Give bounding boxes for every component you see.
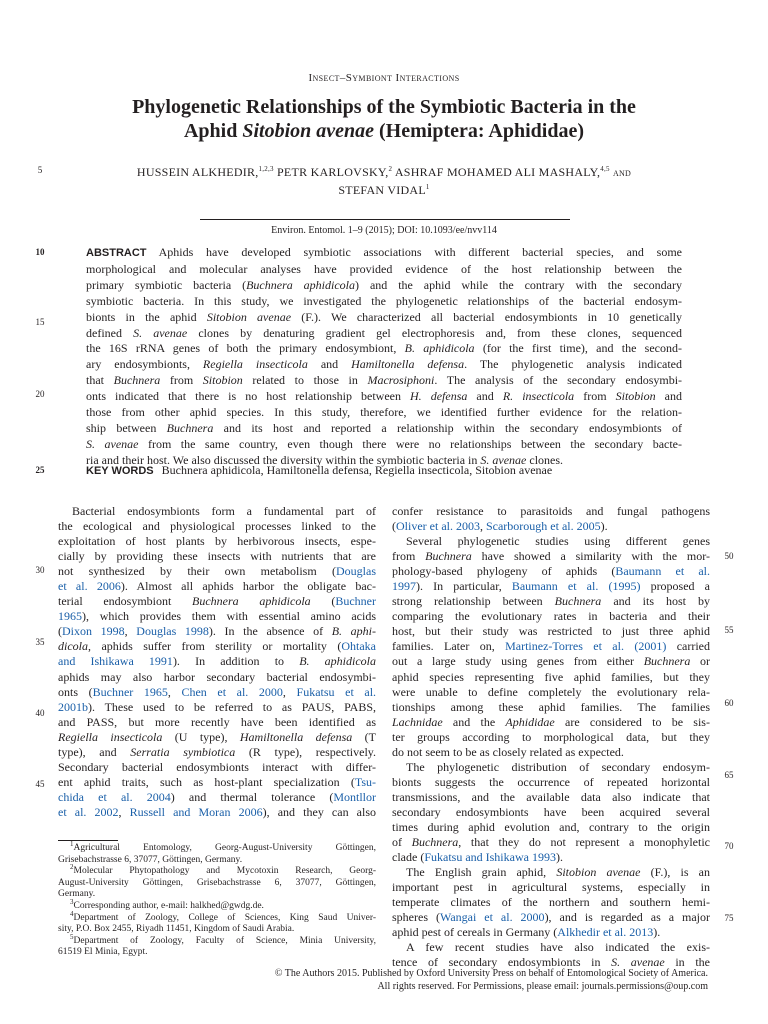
reference-link[interactable]: 1997: [392, 579, 416, 594]
copyright-notice: © The Authors 2015. Published by Oxford University Press on behalf of Entomological Society of America. All rights reserved. For Permissions, please email: journals.permissions@oup.com: [274, 968, 708, 992]
line-number: 50: [724, 551, 734, 561]
abstract-line: ary endosymbionts, Regiella insecticola and Hamiltonella defensa. The phylogenetic analysis indicated: [86, 357, 683, 372]
line-number: 60: [724, 698, 734, 708]
abstract-line: defined S. avenae clones by denaturing gradient gel electrophoresis and, from these clones, sequenced: [86, 325, 683, 340]
author-vidal: STEFAN VIDAL: [338, 183, 426, 197]
header-rule: [200, 219, 570, 220]
line-number: 70: [724, 841, 734, 851]
reference-link[interactable]: Scarborough et al. 2005: [485, 519, 601, 534]
body-column-left: Bacterial endosymbionts form a fundamental part of the ecological and physiological processes linked to the exploitation of host plants by herbivorous insects, espe- cially by providing these insects with nutrients that are not synthesized by their own metabolism (Douglas et al. 2006). Almost all aphids harbor the obligate bac- terial endosymbiont Buchnera aphidicola (Buchner 1965), which provides them with essential amino acids (Dixon 1998, Douglas 1998). In the absence of B. aphi- dicola, aphids suffer from sterility or mortality (Ohtaka and Ishikawa 1991). In addition to B. aphidicola aphids may also harbor secondary bacterial endosymbi- onts (Buchner 1965, Chen et al. 2000, Fukatsu et al. 2001b). These used to be referred to as PAUS, PABS, and PASS, but more recently have been identified as Regiella insecticola (U type), Hamiltonella defensa (T type), and Serratia symbiotica (R type), respectively. Secondary bacterial endosymbionts interact with differ- ent aphid traits, such as host-plant specialization (Tsu- chida et al. 2004) and thermal tolerance (Montllor et al. 2002, Russell and Moran 2006), and they can also: [58, 504, 377, 819]
abstract: [86, 245, 682, 469]
reference-link[interactable]: Fukatsu and Ishikawa 1993: [424, 850, 556, 865]
reference-link[interactable]: et al. 2006: [58, 579, 121, 594]
line-number: 5: [37, 165, 43, 175]
reference-link[interactable]: Martinez-Torres et al. (2001): [505, 639, 667, 654]
line-number: 25: [35, 465, 45, 475]
line-number: 75: [724, 913, 734, 923]
reference-link[interactable]: Wangai et al. 2000: [439, 910, 545, 925]
section-label: Insect–Symbiont Interactions: [308, 72, 460, 84]
abstract-line: ship between Buchnera and its host and reported a relationship within the secondary endosymbionts of: [86, 420, 683, 435]
title-line-1: Phylogenetic Relationships of the Symbiotic Bacteria in the: [132, 96, 636, 118]
author-line-2: STEFAN VIDAL$^1$: [338, 183, 430, 197]
footnotes: $^1$Agricultural Entomology, Georg-August-University Göttingen, Grisebachstrasse 6, 37077, Göttingen, Germany. $^2$Molecular Phytopathology and Mycotoxin Research, Georg- August-University Göttingen, Grisebachstrasse 6, 37077, Göttingen, Germany. $^3$Corresponding author, e-mail: halkhed@gwdg.de. $^4$Department of Zoology, College of Sciences, King Saud Univer- sity, P.O. Box 2455, Riyadh 11451, Kingdom of Saudi Arabia. $^5$Department of Zoology, Faculty of Science, Minia University, 61519 El Minia, Egypt.: [58, 839, 376, 958]
abstract-line: ABSTRACT Aphids have developed symbiotic associations with different bacterial species, and some: [86, 245, 683, 259]
abstract-line: that Buchnera from Sitobion related to those in Macrosiphoni. The analysis of the secondary endosymbi-: [86, 373, 683, 388]
reference-link[interactable]: chida et al. 2004: [58, 789, 171, 804]
key-words-list: Buchnera aphidicola, Hamiltonella defensa, Regiella insecticola, Sitobion avenae: [161, 463, 553, 477]
title-line-2: Aphid Sitobion avenae (Hemiptera: Aphididae): [183, 120, 585, 142]
reference-link[interactable]: Douglas: [336, 564, 376, 579]
reference-link[interactable]: Russell and Moran 2006: [129, 804, 263, 819]
reference-link[interactable]: Buchner 1965: [92, 684, 168, 699]
line-number: 20: [35, 389, 45, 399]
author-mashaly: ASHRAF MOHAMED ALI MASHALY,: [392, 165, 601, 179]
abstract-line: bionts in the aphid Sitobion avenae (F.). We characterized all bacterial endosymbionts in 10 genetically: [86, 309, 683, 324]
author-alkhedir: HUSSEIN ALKHEDIR,: [136, 165, 259, 179]
abstract-line: onts indicated that there is no host relationship between H. defensa and R. insecticola from Sitobion and: [86, 389, 682, 404]
reference-link[interactable]: and Ishikawa 1991: [58, 654, 173, 669]
reference-link[interactable]: Ohtaka: [341, 639, 376, 654]
abstract-line: morphological and molecular analyses have provided evidence of the host relationship between the: [86, 261, 682, 276]
line-number: 35: [35, 637, 45, 647]
abstract-heading: ABSTRACT: [86, 247, 147, 259]
reference-link[interactable]: Douglas 1998: [136, 624, 209, 639]
author-line-1: HUSSEIN ALKHEDIR,$^{1,2,3}$ PETR KARLOVSKY,$^2$ ASHRAF MOHAMED ALI MASHALY,$^{4,5}$ and: [136, 165, 632, 179]
line-number: 55: [724, 625, 734, 635]
reference-link[interactable]: 2001b: [58, 699, 88, 714]
line-number: 15: [35, 317, 45, 327]
author-karlovsky: PETR KARLOVSKY,: [273, 165, 389, 179]
reference-link[interactable]: Baumann et al.: [615, 564, 711, 579]
abstract-line: those from other aphid species. In this study, therefore, we identified further evidence for the relation-: [86, 405, 682, 420]
reference-link[interactable]: Alkhedir et al. 2013: [557, 925, 654, 940]
author-list: [60, 163, 708, 199]
line-number: 40: [35, 708, 45, 718]
reference-link[interactable]: Fukatsu et al.: [296, 684, 377, 699]
line-number: 65: [724, 770, 734, 780]
line-number: 30: [35, 565, 45, 575]
line-number: 45: [35, 779, 45, 789]
reference-link[interactable]: Montllor: [333, 789, 377, 804]
journal-citation: Environ. Entomol. 1–9 (2015); DOI: 10.1093/ee/nvv114: [271, 225, 497, 236]
key-words: [86, 463, 682, 478]
reference-link[interactable]: Dixon 1998: [62, 624, 125, 639]
abstract-line: symbiotic bacteria. In this study, we investigated the phylogenetic relationships of the bacterial endosym-: [86, 293, 682, 308]
reference-link[interactable]: Oliver et al. 2003: [396, 519, 480, 534]
reference-link[interactable]: Tsu-: [354, 774, 376, 789]
body-column-right: confer resistance to parasitoids and fungal pathogens (Oliver et al. 2003, Scarborough et al. 2005). Several phylogenetic studies using different genes from Buchnera have showed a similarity with the mor- phology-based phylogeny of aphids (Baumann et al. 1997). In particular, Baumann et al. (1995) proposed a strong relationship between Buchnera and its host by comparing the evolutionary rates in bacteria and their host, but their study was restricted to just three aphid families. Later on, Martinez-Torres et al. (2001) carried out a large study using genes from either Buchnera or aphid species representing five aphid families, but they were unable to define completely the evolutionary rela- tionships among these aphid families. The families Lachnidae and the Aphididae are considered to be sis- ter groups according to morphological data, but they do not seem to be as closely related as expected. The phylogenetic distribution of secondary endosym- bionts suggests the occurrence of repeated horizontal transmissions, and the available data also indicate that secondary endosymbionts have been acquired several times during aphid evolution and, contrary to the origin of Buchnera, that they do not represent a monophyletic clade (Fukatsu and Ishikawa 1993). The English grain aphid, Sitobion avenae (F.), is an important pest in agricultural systems, especially in temperate climates of the northern and southern hemi- spheres (Wangai et al. 2000), and is regarded as a major aphid pest of cereals in Germany (Alkhedir et al. 2013). A few recent studies have also indicated the exis- tence of secondary endosymbionts in S. avenae in the: [392, 504, 711, 970]
reference-link[interactable]: Chen et al. 2000: [181, 684, 283, 699]
reference-link[interactable]: 1965: [58, 609, 82, 624]
reference-link[interactable]: Buchner: [335, 594, 376, 609]
abstract-line: ria and their host. We also discussed the diversity within the symbiotic bacteria in S. avenae clones.: [86, 452, 564, 467]
article-title: [60, 95, 708, 143]
reference-link[interactable]: Baumann et al. (1995): [511, 579, 641, 594]
abstract-line: S. avenae from the same country, even though there were no relationships between the secondary bacte-: [86, 436, 682, 451]
reference-link[interactable]: et al. 2002: [58, 804, 119, 819]
abstract-line: primary symbiotic bacteria (Buchnera aphidicola) and the aphid while the contrary with the secondary: [86, 277, 682, 292]
key-words-heading: KEY WORDS: [86, 465, 154, 477]
abstract-line: the 16S rRNA genes of both the primary endosymbiont, B. aphidicola (for the first time), and the second-: [86, 341, 682, 356]
footnote-rule: [58, 840, 118, 841]
line-number: 10: [35, 247, 45, 257]
